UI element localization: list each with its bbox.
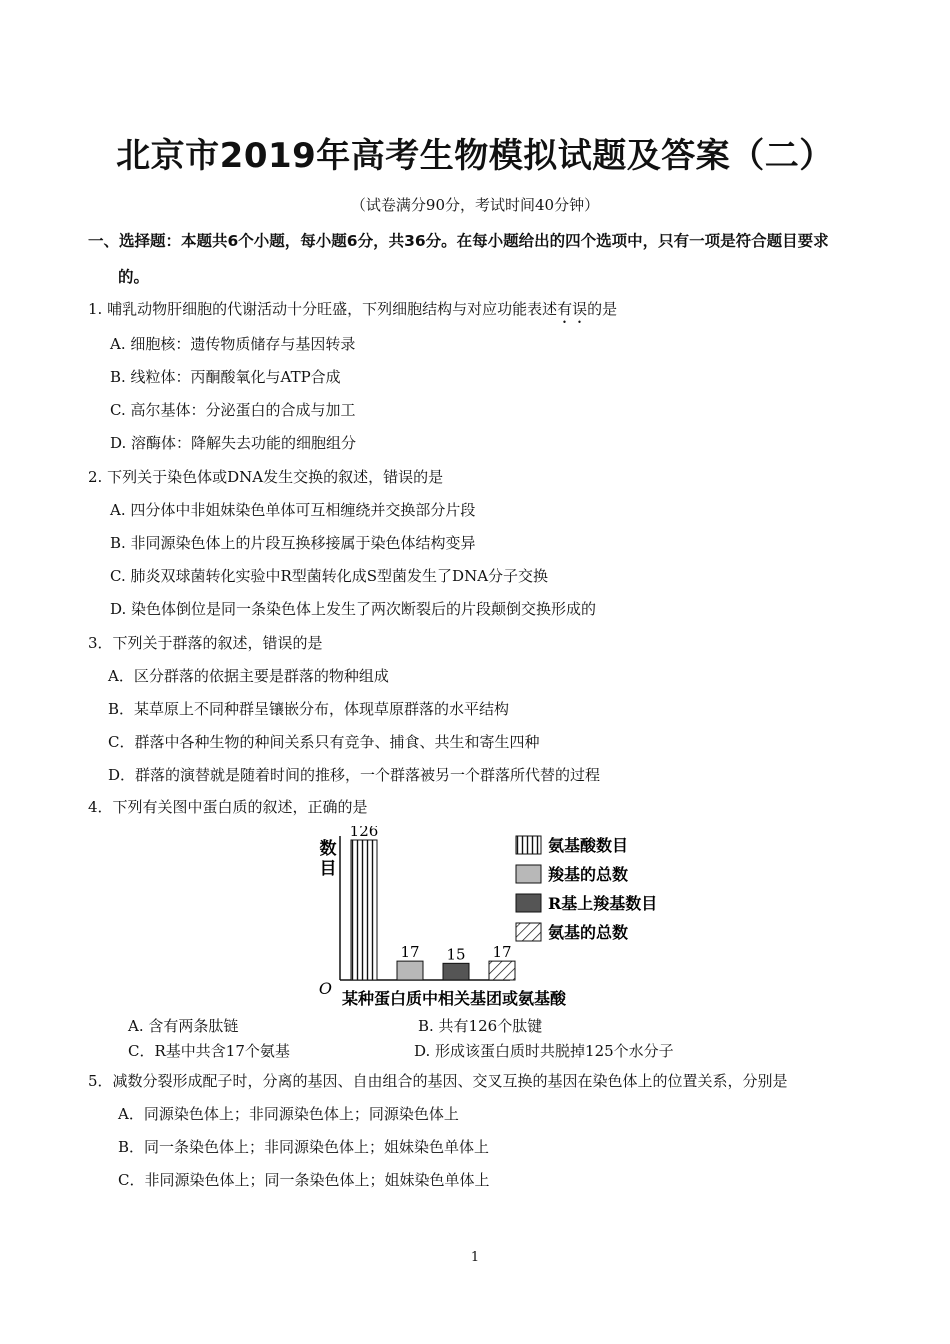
- page-title: 北京市2019年高考生物模拟试题及答案（二）: [116, 136, 834, 176]
- protein-bar-chart: [310, 826, 690, 1012]
- question-3-option-a: A．区分群落的依据主要是群落的物种组成: [108, 667, 389, 685]
- legend-swatch-2: [516, 865, 541, 883]
- question-3-stem: 3．下列关于群落的叙述，错误的是: [88, 634, 323, 652]
- question-2-option-d: D. 染色体倒位是同一条染色体上发生了两次断裂后的片段颠倒交换形成的: [110, 600, 597, 618]
- legend-label-3: R基上羧基数目: [548, 894, 658, 913]
- question-1-option-b: B. 线粒体：丙酮酸氧化与ATP合成: [110, 368, 341, 386]
- bar-value-label-4: 17: [492, 943, 512, 962]
- question-2-option-a: A. 四分体中非姐妹染色单体可互相缠绕并交换部分片段: [110, 501, 476, 519]
- question-4-option-b: B. 共有126个肽键: [418, 1017, 543, 1035]
- question-5-stem: 5．减数分裂形成配子时，分离的基因、自由组合的基因、交叉互换的基因在染色体上的位置关系，分别是: [88, 1072, 788, 1090]
- legend-swatch-4: [516, 923, 541, 941]
- y-axis-label-char-1: 数: [319, 839, 337, 859]
- question-2-option-c: C. 肺炎双球菌转化实验中R型菌转化成S型菌发生了DNA分子交换: [110, 567, 549, 585]
- question-1-option-c: C. 高尔基体：分泌蛋白的合成与加工: [110, 401, 356, 419]
- bar-2: [397, 961, 423, 980]
- emphasis-text: 有误: [557, 300, 588, 318]
- bar-value-label-3: 15: [446, 945, 466, 964]
- question-2-stem: 2. 下列关于染色体或DNA发生交换的叙述，错误的是: [88, 468, 444, 486]
- x-axis-label: 某种蛋白质中相关基团或氨基酸: [342, 989, 567, 1008]
- exam-info: （试卷满分90分，考试时间40分钟）: [350, 196, 600, 214]
- bars-group: [351, 840, 515, 980]
- bar-value-label-2: 17: [400, 943, 420, 962]
- question-1-stem: [88, 298, 617, 327]
- question-2-option-b: B. 非同源染色体上的片段互换移接属于染色体结构变异: [110, 534, 476, 552]
- question-5-option-a: A．同源染色体上；非同源染色体上；同源染色体上: [118, 1105, 459, 1123]
- stem-text-end: 的是: [587, 300, 618, 318]
- question-1-option-d: D. 溶酶体：降解失去功能的细胞组分: [110, 434, 357, 452]
- question-3-option-b: B．某草原上不同种群呈镶嵌分布，体现草原群落的水平结构: [108, 700, 510, 718]
- legend-label-4: 氨基的总数: [548, 923, 629, 942]
- question-5-option-b: B．同一条染色体上；非同源染色体上；姐妹染色单体上: [118, 1138, 490, 1156]
- question-4-stem: 4．下列有关图中蛋白质的叙述，正确的是: [88, 798, 368, 816]
- legend-swatch-3: [516, 894, 541, 912]
- question-3-option-c: C．群落中各种生物的种间关系只有竞争、捕食、共生和寄生四种: [108, 733, 540, 751]
- question-4-option-a: A. 含有两条肽链: [128, 1017, 239, 1035]
- legend-label-2: 羧基的总数: [548, 865, 629, 884]
- question-3-option-d: D．群落的演替就是随着时间的推移，一个群落被另一个群落所代替的过程: [108, 766, 601, 784]
- section-heading: 一、选择题：本题共6个小题，每小题6分，共36分。在每小题给出的四个选项中，只有一项是符合题目要求: [88, 232, 829, 250]
- legend-swatch-1: [516, 836, 541, 854]
- question-5-option-c: C．非同源染色体上；同一条染色体上；姐妹染色单体上: [118, 1171, 490, 1189]
- y-axis-label-char-2: 目: [319, 859, 337, 879]
- stem-text: 1. 哺乳动物肝细胞的代谢活动十分旺盛，下列细胞结构与对应功能表述: [88, 300, 558, 318]
- bar-3: [443, 963, 469, 980]
- bar-1: [351, 840, 377, 980]
- section-heading-cont: 的。: [118, 268, 150, 286]
- question-4-option-c: C．R基中共含17个氨基: [128, 1042, 290, 1060]
- question-1-option-a: A. 细胞核：遗传物质储存与基因转录: [110, 335, 356, 353]
- page-number: 1: [470, 1250, 480, 1265]
- bar-value-label-1: 126: [349, 826, 379, 840]
- origin-label: O: [318, 979, 332, 998]
- question-4-option-d: D. 形成该蛋白质时共脱掉125个水分子: [414, 1042, 674, 1060]
- legend-label-1: 氨基酸数目: [548, 836, 629, 855]
- chart-legend: [516, 836, 657, 942]
- bar-4: [489, 961, 515, 980]
